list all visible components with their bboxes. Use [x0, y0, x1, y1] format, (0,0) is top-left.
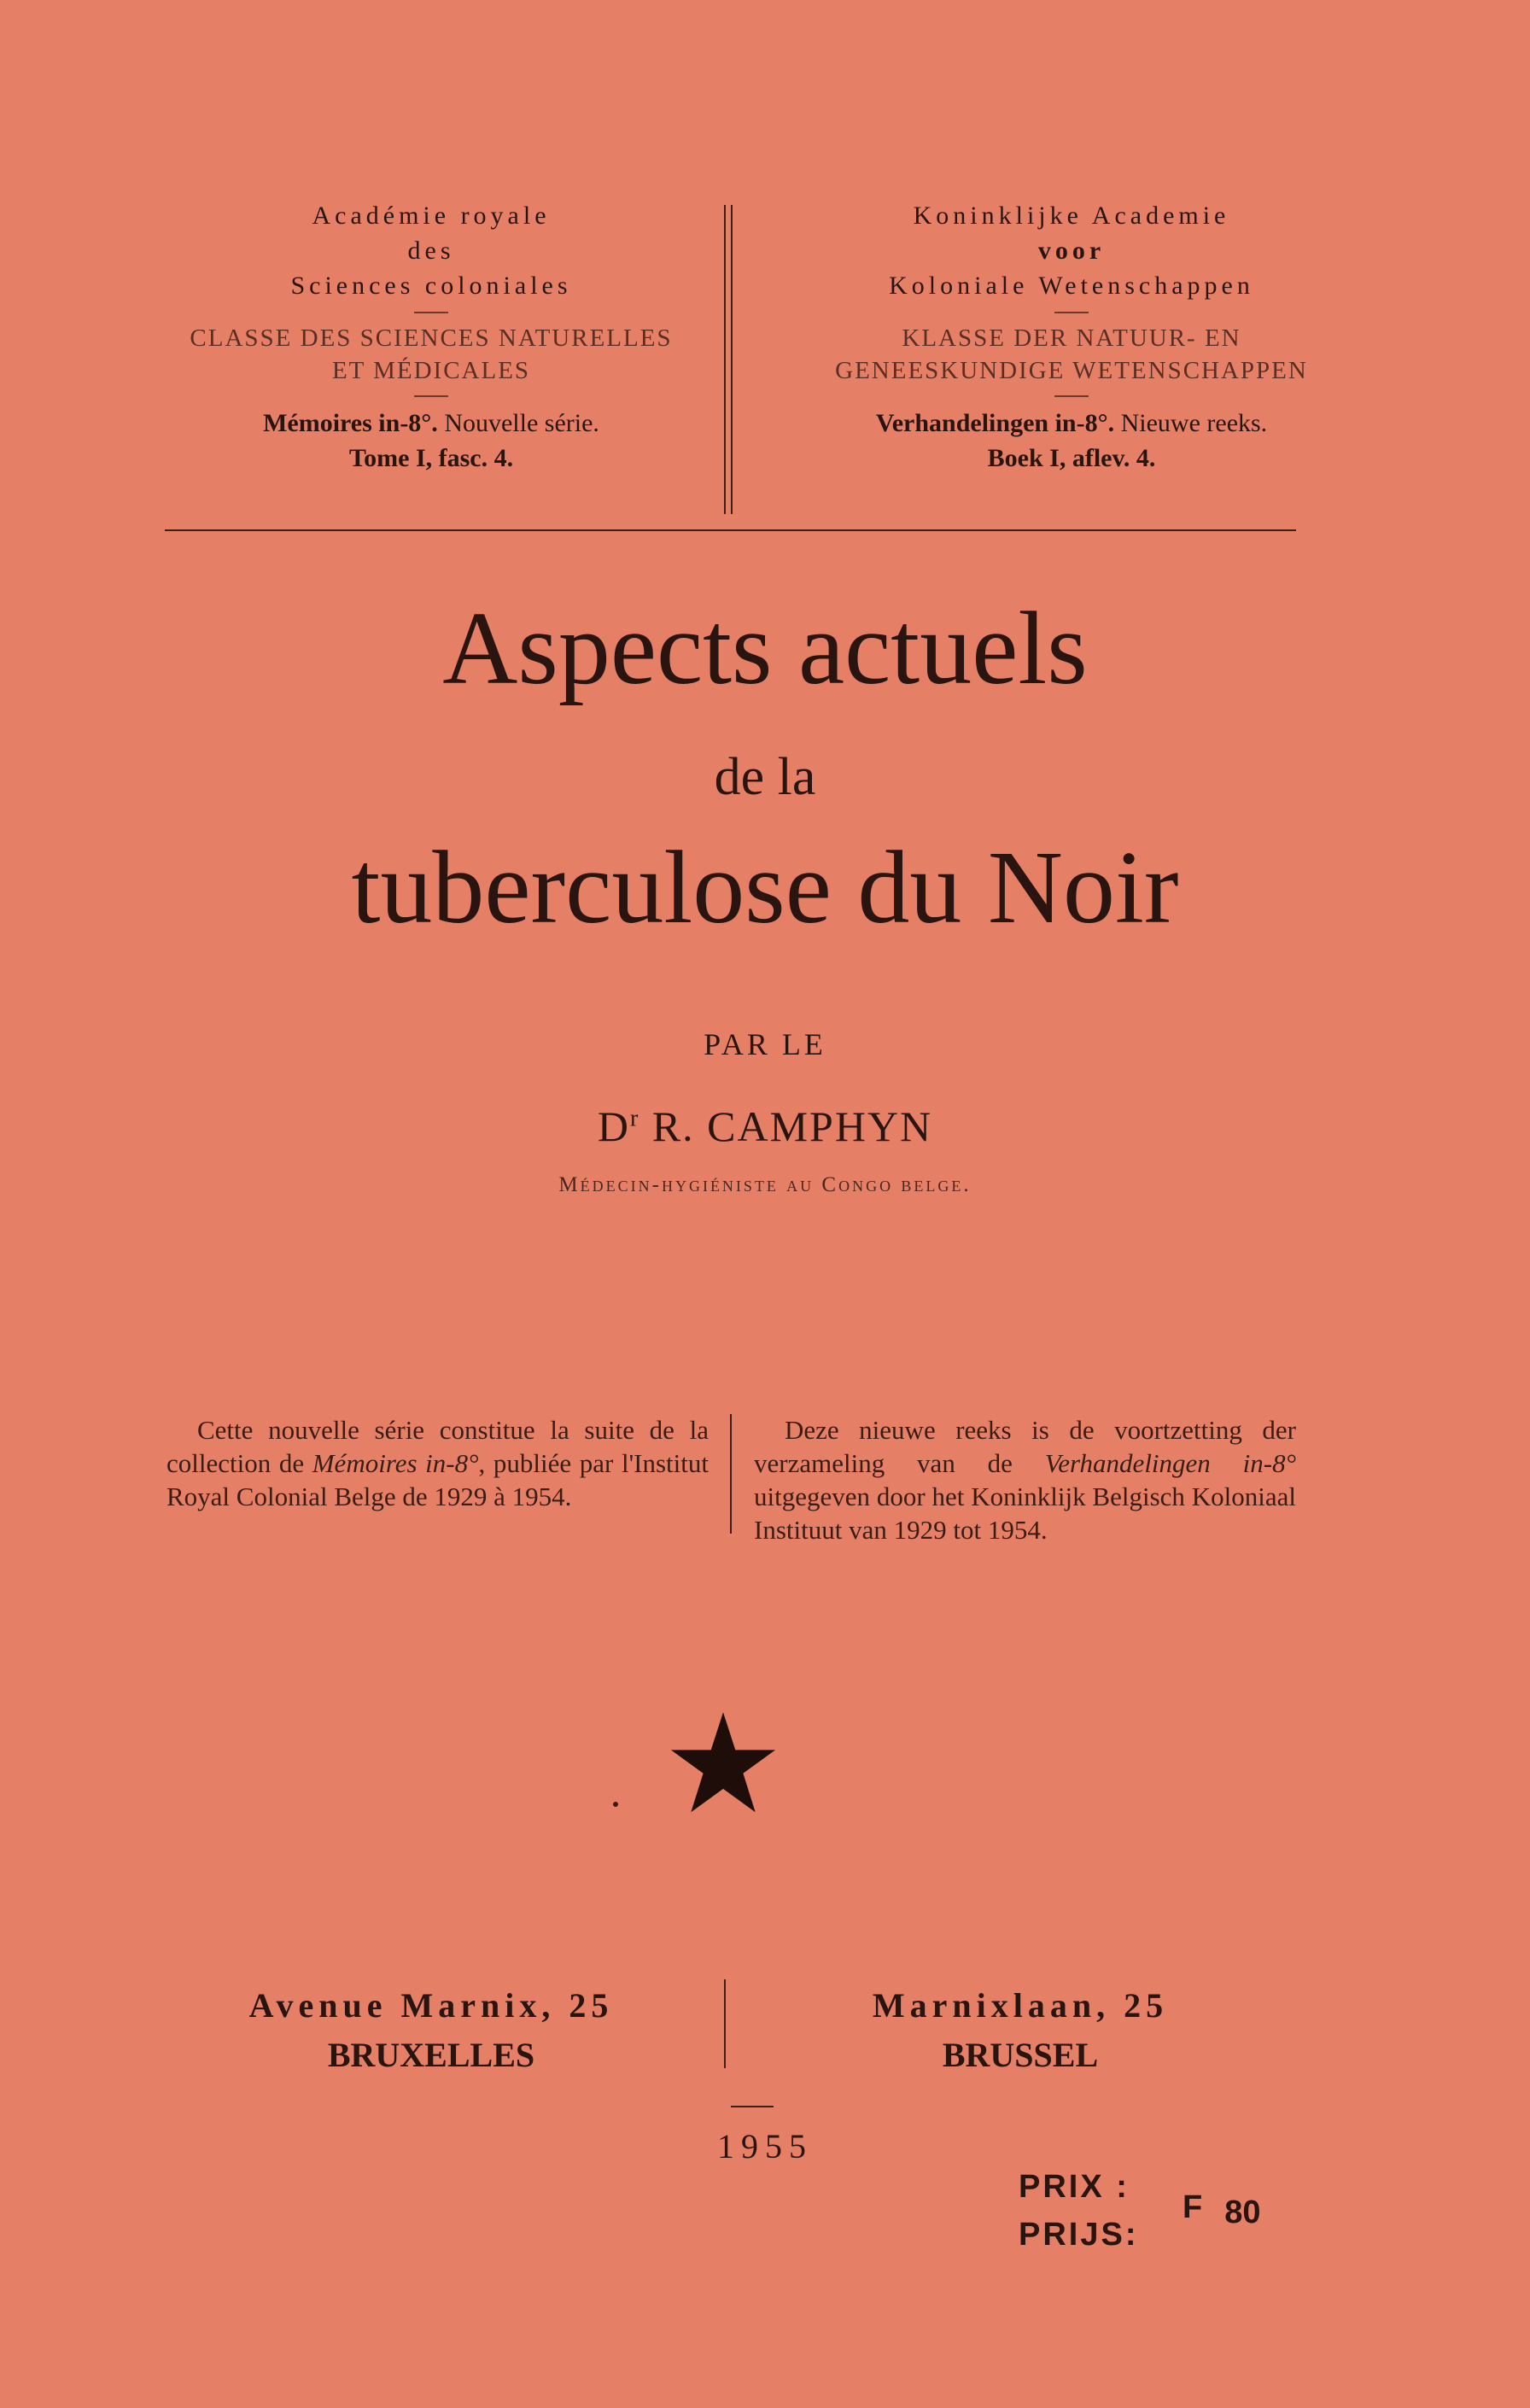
notice-column-rule — [730, 1414, 732, 1534]
price-labels — [1019, 2163, 1138, 2259]
address-nl-city: BRUSSEL — [942, 2036, 1099, 2074]
header-column-rule — [731, 205, 733, 514]
publication-year: 1955 — [717, 2127, 813, 2165]
author-prefix: D — [597, 1102, 630, 1150]
year-divider — [731, 2106, 774, 2107]
price-amount: 80 — [1224, 2195, 1261, 2230]
series-nl-bold: Verhandelingen in-8°. — [875, 409, 1115, 437]
address-nl — [768, 1981, 1272, 2080]
series-nl-rest: Nieuwe reeks. — [1120, 409, 1268, 437]
academy-nl-line3: Koloniale Wetenschappen — [889, 272, 1254, 300]
volume-nl: Boek I, aflev. 4. — [987, 444, 1156, 472]
notice-nl-text: Deze nieuwe reeks is de voortzetting der verzameling van de — [754, 1415, 1296, 1478]
price-value — [1183, 2189, 1261, 2231]
academy-fr-line3: Sciences coloniales — [290, 272, 572, 300]
divider — [414, 395, 448, 397]
header-column-rule — [724, 205, 726, 514]
notice-nl-italic: Verhandelingen in-8° — [1044, 1448, 1296, 1478]
academy-fr-line2: des — [407, 237, 455, 265]
price-label-fr: PRIX : — [1019, 2169, 1130, 2205]
series-nl — [743, 406, 1400, 441]
classe-fr-line2: ET MÉDICALES — [331, 357, 531, 384]
title-line2: de la — [714, 748, 816, 806]
classe-nl-line1: KLASSE DER NATUUR- EN — [902, 324, 1241, 352]
address-fr — [171, 1981, 692, 2080]
author-name — [0, 1102, 1530, 1151]
divider — [414, 312, 448, 313]
notice-fr-text: Cette nouvelle série constitue la suite de la collection de — [166, 1415, 709, 1478]
author-role: Médecin-hygiéniste au Congo belge. — [558, 1173, 972, 1196]
series-fr-bold: Mémoires in-8°. — [263, 409, 438, 437]
price-currency: F — [1183, 2189, 1203, 2225]
volume-fr: Tome I, fasc. 4. — [348, 444, 514, 472]
title-line1: Aspects actuels — [442, 591, 1088, 706]
author-prefix-sup: r — [629, 1105, 640, 1132]
series-fr — [145, 406, 717, 441]
ornament-dot — [613, 1802, 618, 1807]
address-fr-street: Avenue Marnix, 25 — [248, 1986, 614, 2025]
classe-fr-line1: CLASSE DES SCIENCES NATURELLES — [190, 324, 673, 352]
notice-fr-text-end: , publiée par l'Institut Royal Colonial Belge de 1929 à 1954. — [166, 1448, 709, 1511]
notice-nl-text-end: uitgegeven door het Koninklijk Belgisch Koloniaal Instituut van 1929 tot 1954. — [754, 1482, 1296, 1545]
divider — [1054, 395, 1089, 397]
notice-nl — [754, 1413, 1296, 1546]
author-surname: R. CAMPHYN — [651, 1102, 933, 1150]
header-right — [743, 198, 1400, 476]
notice-fr — [166, 1413, 709, 1513]
series-fr-rest: Nouvelle série. — [444, 409, 599, 437]
address-column-rule — [724, 1979, 726, 2068]
academy-nl-line1: Koninklijke Academie — [913, 202, 1230, 230]
header-left — [145, 198, 717, 476]
star-icon — [668, 1708, 779, 1819]
header-bottom-rule — [165, 529, 1296, 531]
by-label: PAR LE — [704, 1027, 826, 1061]
notice-fr-italic: Mémoires in-8° — [312, 1448, 479, 1478]
address-fr-city: BRUXELLES — [327, 2036, 535, 2074]
divider — [1054, 312, 1089, 313]
address-nl-street: Marnixlaan, 25 — [872, 1986, 1169, 2025]
title-line3: tuberculose du Noir — [351, 830, 1179, 945]
academy-nl-line2: voor — [1037, 237, 1106, 265]
academy-fr-line1: Académie royale — [312, 202, 551, 230]
price-label-nl: PRIJS: — [1019, 2217, 1139, 2253]
classe-nl-line2: GENEESKUNDIGE WETENSCHAPPEN — [835, 357, 1308, 384]
